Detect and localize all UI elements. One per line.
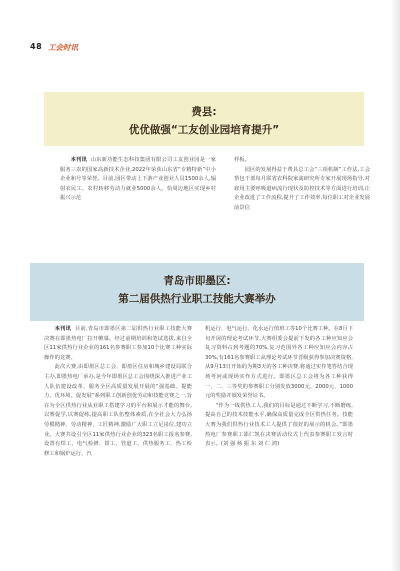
article2-byline: 本刊讯 [54,326,72,332]
article2-right-column [205,325,353,450]
article1-paragraph: 样板。 [234,157,250,163]
article2-left-column [44,325,192,459]
article2-title-line2: 第二届供热行业职工技能大赛举办 [118,293,276,305]
article1-title-band [44,92,364,146]
article2-title-line1: 青岛市即墨区: [163,275,231,287]
article2-paragraph: 本刊讯 目前,青岛市即墨区第二届供热行业职工技能大赛决赛在即墨热电厂拉开帷幕。经过前期培训和笔试选拔,来自全区11家供热行业企业的161名参赛职工参加10个比赛工种实际操作的竞赛。 [44,326,192,361]
article1-byline: 本刊讯 [70,157,87,163]
article1-paragraph: 本刊讯 山东新功能生态科技集团有限公司工友创业园是一家服务三农的国家高新技术企业,2022年荣获山东省“专精特新”中小企业和号等荣誉。目前,园区带动上下游产业创业人员1500余人,辐射农民工、农村转移劳动力就业5000余人。恰周边地区实现乡村振兴示范 [60,157,216,202]
article1-right-column [234,156,370,214]
article1-title-line2: 优优做强“工友创业园培育提升” [128,124,280,136]
article2-paragraph: 此次大赛,由即墨区总工会、即墨区住房和城乡建设局联合主办,即墨热电厂承办,是今年即墨区总工会围绕深入推进产业工人队伍建设改革、服务全区高质量发展开展的“强基础、提能力、优环境、促发展”系列职工创新创优劳动和技能竞赛之一,旨在为全区供热行业从业职工搭建学习的平台和展示才能的舞台,以赛促学,以赛促练,提高职工队伍整体素质,在全社会大力弘扬劳模精神、劳动精神、工匠精神,激励广大职工立足岗位,建功立业。大赛共设引全区11家供热行业企业的323名职工报名参赛,设置有焊工、电气检修、钳工、管道工、供热服务工、热工检修工和锅炉运行、汽 [44,364,192,457]
page-edge [390,0,400,571]
section-name: 工会时讯 [48,43,78,52]
article1-title-line1: 费县: [191,106,217,118]
page-number: 48 [30,42,43,51]
article2-paragraph: “作为一线供热工人,我们的目标是通过不断学习,不断磨练,提高自己的技术技能水平,确保高质量完成全区供热任务。技能大赛为我们供热行业技术工人提供了很好的展示的机会。”即墨热电厂参赛职工邵仁凯在决赛活动仪式上代表参赛职工发言时表示。(刘 强 杨 振 东 刘 仁 鸿) [205,402,353,448]
article2-paragraph: 机运行、电气运行、化水运行值班工等10个比赛工种。在8月下旬开展的理论考试环节,大赛组委会提前下发的各工种应知应会复习资料占到考题的70%,复习范围外各工种应知应会内容占30%,有161名参赛职工从理论考试环节晋级获得参加决赛资格,从9月13日开始的为期3天的各工种决赛,将通过实作笔答结合现场考问或现场实作方式进行。即墨区总工会将为各工种获得一、二、三等奖的参赛职工分别发放3000元、2000元、1000元的奖励并颁发荣誉证书。 [205,326,353,400]
article1-left-column [60,156,216,204]
article1-paragraph: 园区的发展得益于费县总工会“三项机制”工作法,工会帮包干部每月联省农科院家禽研究所专家开展现场指导,对雇用主要呼吸道病流行现状及防控技术等方面进行培训,让企业改进了工作流程,提升了工作效率,每位职工对企业发展前景信 [234,166,370,211]
